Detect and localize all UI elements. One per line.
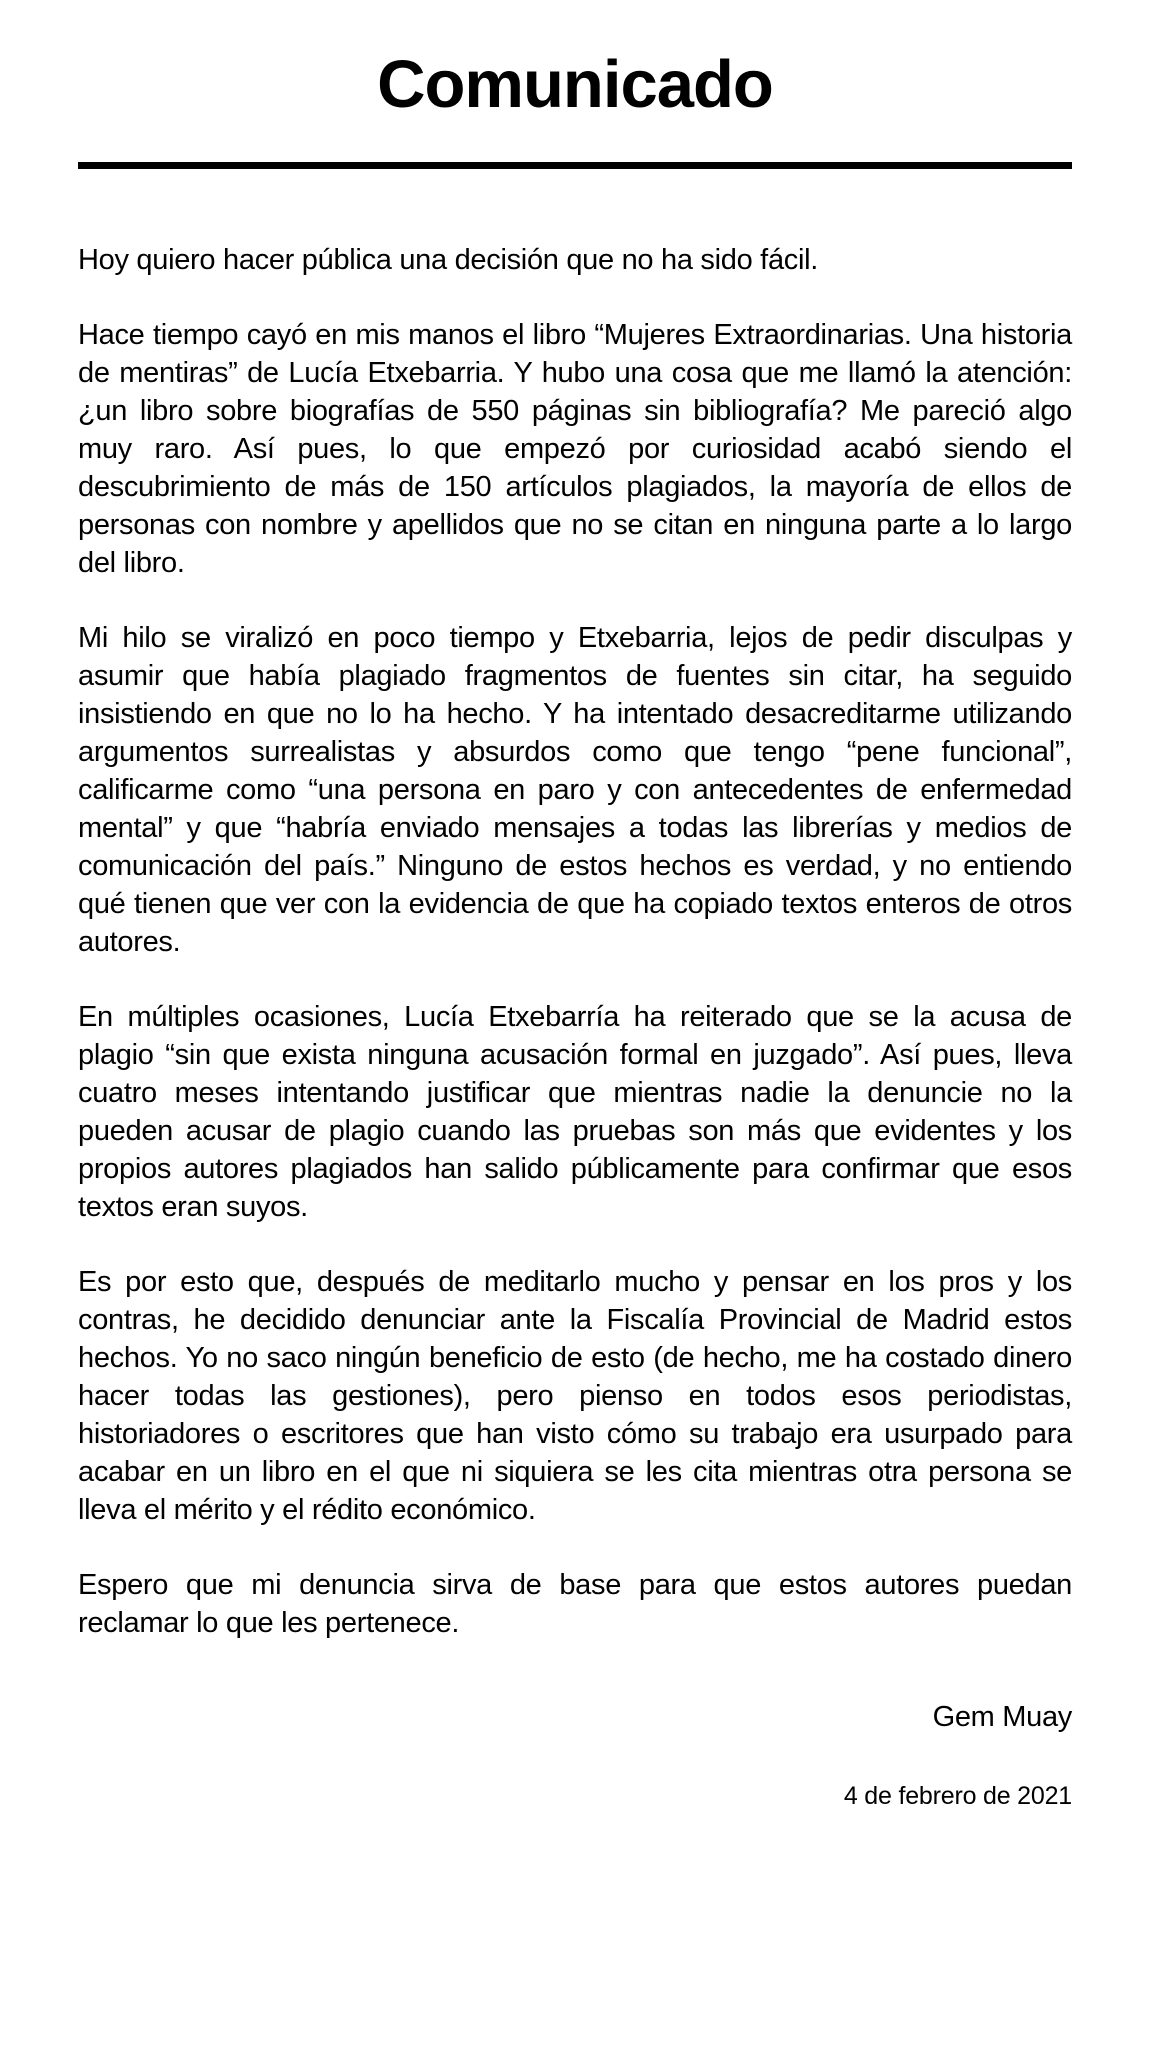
paragraph-intro: Hoy quiero hacer pública una decisión que no ha sido fácil.: [78, 243, 819, 276]
title-divider: [78, 162, 1072, 169]
paragraph-formal-accusation: En múltiples ocasiones, Lucía Etxebarría ha reiterado que se la acusa de plagio “sin que exista ninguna acusación formal en juzgado”. Así pues, lleva cuatro meses intentando justificar que mientras nadie la denuncie no la pueden acusar de plagio cuando las pruebas son más que evidentes y los propios autores plagiados han salido públicamente para confirmar que esos textos eran suyos.: [78, 1000, 1072, 1223]
page-title: Comunicado: [377, 47, 773, 122]
signature: Gem Muay: [932, 1700, 1072, 1733]
paragraph-viral-thread: Mi hilo se viralizó en poco tiempo y Etxebarria, lejos de pedir disculpas y asumir que había plagiado fragmentos de fuentes sin citar, ha seguido insistiendo en que no lo ha hecho. Y ha intentado desacreditarme utilizando argumentos surrealistas y absurdos como que tengo “pene funcional”, calificarme como “una persona en paro y con antecedentes de enfermedad mental” y que “habría enviado mensajes a todas las librerías y medios de comunicación del país.” Ninguno de estos hechos es verdad, y no entiendo qué tienen que ver con la evidencia de que ha copiado textos enteros de otros autores.: [78, 621, 1072, 958]
paragraph-decision: Es por esto que, después de meditarlo mucho y pensar en los pros y los contras, he decidido denunciar ante la Fiscalía Provincial de Madrid estos hechos. Yo no saco ningún beneficio de esto (de hecho, me ha costado dinero hacer todas las gestiones), pero pienso en todos esos periodistas, historiadores o escritores que han visto cómo su trabajo era usurpado para acabar en un libro en el que ni siquiera se les cita mientras otra persona se lleva el mérito y el rédito económico.: [78, 1265, 1072, 1526]
document-date: 4 de febrero de 2021: [843, 1781, 1072, 1810]
paragraph-closing: Espero que mi denuncia sirva de base para que estos autores puedan reclamar lo que les pertenece.: [78, 1568, 1072, 1639]
paragraph-book-discovery: Hace tiempo cayó en mis manos el libro “Mujeres Extraordinarias. Una historia de mentiras” de Lucía Etxebarria. Y hubo una cosa que me llamó la atención: ¿un libro sobre biografías de 550 páginas sin bibliografía? Me pareció algo muy raro. Así pues, lo que empezó por curiosidad acabó siendo el descubrimiento de más de 150 artículos plagiados, la mayoría de ellos de personas con nombre y apellidos que no se citan en ninguna parte a lo largo del libro.: [78, 318, 1072, 579]
document-body: [78, 241, 1072, 1642]
